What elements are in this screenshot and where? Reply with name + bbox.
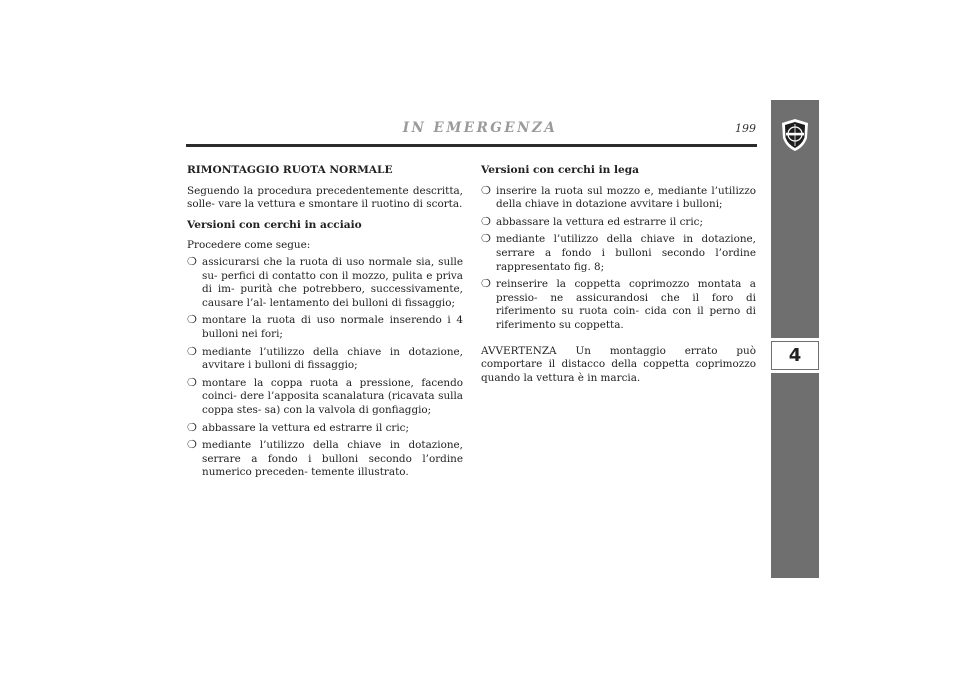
right-column [481,164,756,396]
list-item: ❍ mediante l’utilizzo della chiave in dotazione, serrare a fondo i bulloni secondo l’ordine numerico preceden- temente illustrato. [187,438,463,479]
list-item: ❍ mediante l’utilizzo della chiave in dotazione, serrare a fondo i bulloni secondo l’ordine rappresentato fig. 8; [481,232,756,273]
steel-rims-steps [187,256,463,480]
chapter-tab-bottom [771,373,819,578]
bullet-icon: ❍ [481,183,491,197]
list-item: ❍ mediante l’utilizzo della chiave in dotazione, avvitare i bulloni di fissaggio; [187,344,463,372]
page-number: 199 [735,122,756,135]
lancia-shield-icon [780,118,810,152]
header-title: IN EMERGENZA [402,120,558,136]
list-item: ❍ assicurarsi che la ruota di uso normale sia, sulle su- perfici di contatto con il mozzo, pulita e priva di im- purità che potrebbero, successivamente, causare l’al- lentamento dei bulloni di fissaggio; [187,254,463,309]
list-item: ❍ inserire la ruota sul mozzo e, mediante l’utilizzo della chiave in dotazione avvitare i bulloni; [481,183,756,211]
subheading-alloy-rims: Versioni con cerchi in lega [481,164,640,176]
subheading-steel-rims: Versioni con cerchi in acciaio [187,218,362,231]
intro-paragraph: Seguendo la procedura precedentemente descritta, solle- vare la vettura e smontare il ruotino di scorta. [187,184,463,211]
list-item: ❍ montare la ruota di uso normale inserendo i 4 bulloni nei fori; [187,313,463,340]
list-item: ❍ reinserire la coppetta coprimozzo montata a pressio- ne assicurandosi che il foro di riferimento su ruota coin- cida con il perno di riferimento su coppetta. [481,277,756,331]
header-rule [186,144,757,147]
lead-paragraph: Procedere come segue: [187,239,311,252]
warning-note: AVVERTENZA Un montaggio errato può comportare il distacco della coppetta coprimozzo quando la vettura è in marcia. [481,344,756,384]
alloy-rims-steps [481,185,756,333]
bullet-icon: ❍ [481,214,491,228]
chapter-number: 4 [771,341,819,370]
bullet-icon: ❍ [187,313,197,327]
left-column [187,164,463,484]
section-heading: RIMONTAGGIO RUOTA NORMALE [187,164,393,176]
list-item: ❍ abbassare la vettura ed estrarre il cric; [481,214,704,228]
bullet-icon: ❍ [187,344,197,358]
bullet-icon: ❍ [187,438,197,452]
list-item: ❍ abbassare la vettura ed estrarre il cric; [187,420,410,434]
bullet-icon: ❍ [187,375,197,389]
list-item: ❍ montare la coppa ruota a pressione, facendo coinci- dere l’apposita scanalatura (ricavata sulla coppa stes- sa) con la valvola di gonfiaggio; [187,375,463,416]
bullet-icon: ❍ [187,254,197,268]
bullet-icon: ❍ [187,420,197,434]
bullet-icon: ❍ [481,277,491,291]
bullet-icon: ❍ [481,232,491,246]
